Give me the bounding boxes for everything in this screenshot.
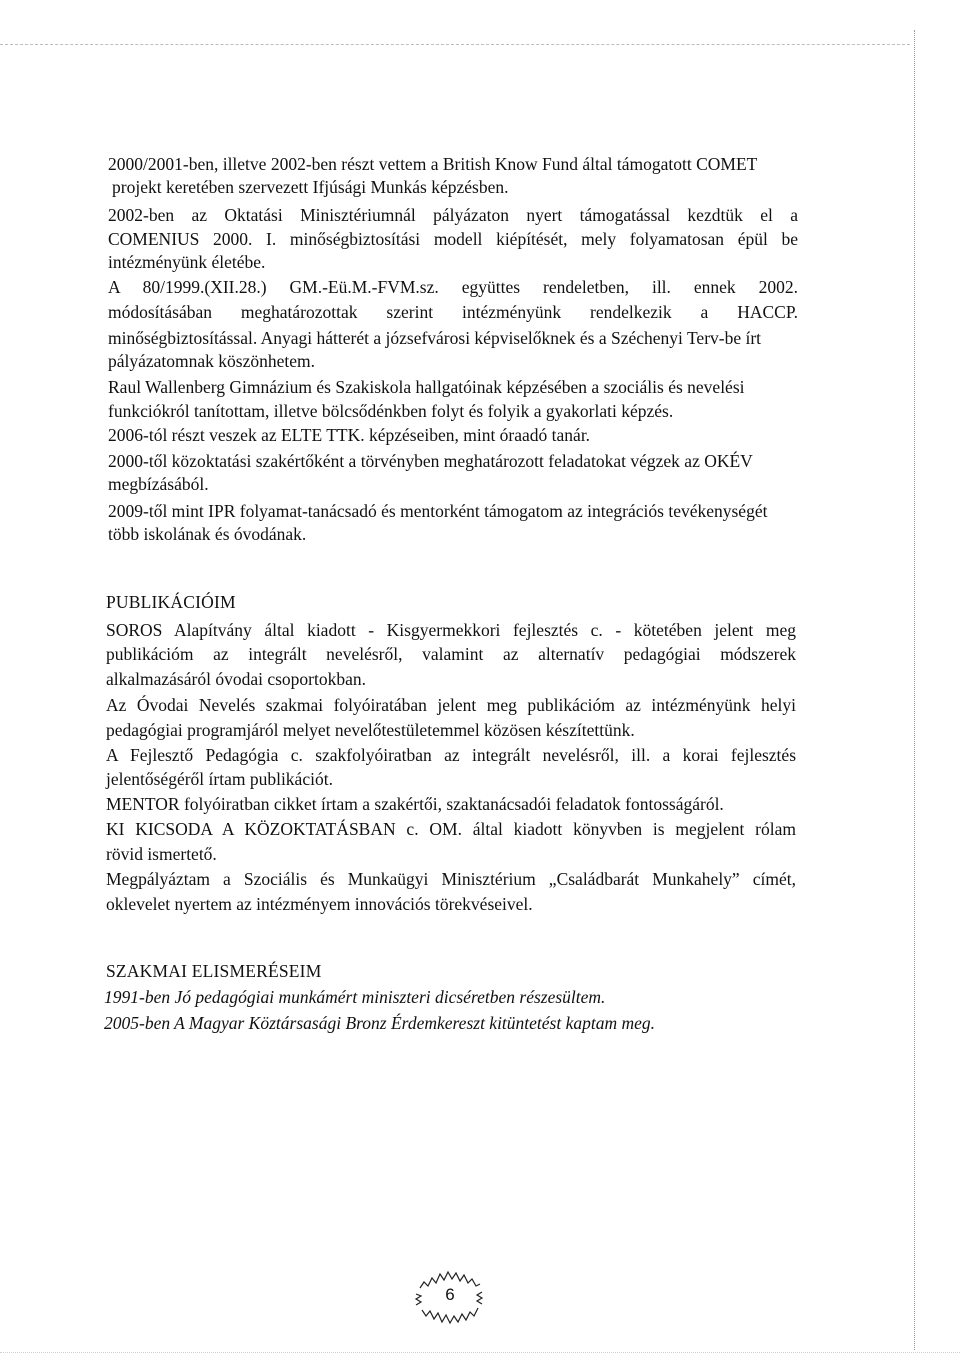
publication-line: oklevelet nyertem az intézményem innovációs törekvéseivel. bbox=[106, 894, 533, 914]
body-line: módosításában meghatározottak szerint intézményünk rendelkezik a HACCP. bbox=[108, 302, 798, 322]
publication-line: MENTOR folyóiratban cikket írtam a szakértői, szaktanácsadói feladatok fontosságáról. bbox=[106, 794, 724, 814]
page-number-badge bbox=[410, 1258, 490, 1338]
publications-heading: PUBLIKÁCIÓIM bbox=[106, 592, 236, 612]
body-line: megbízásából. bbox=[108, 474, 209, 494]
publication-line: Az Óvodai Nevelés szakmai folyóiratában jelent meg publikációm az intézményünk helyi bbox=[106, 695, 796, 715]
publication-line: alkalmazásáról óvodai csoportokban. bbox=[106, 669, 366, 689]
body-line: Raul Wallenberg Gimnázium és Szakiskola hallgatóinak képzésében a szociális és nevelési bbox=[108, 377, 745, 397]
publication-line: SOROS Alapítvány által kiadott - Kisgyermekkori fejlesztés c. - kötetében jelent meg bbox=[106, 620, 796, 640]
body-line: pályázatomnak köszönhetem. bbox=[108, 351, 316, 371]
publication-line: jelentőségéről írtam publikációt. bbox=[106, 769, 333, 789]
award-line: 2005-ben A Magyar Köztársasági Bronz Érdemkereszt kitüntetést kaptam meg. bbox=[104, 1013, 656, 1033]
page-number: 6 bbox=[445, 1285, 455, 1304]
body-line: A 80/1999.(XII.28.) GM.-Eü.M.-FVM.sz. együttes rendeletben, ill. ennek 2002. bbox=[108, 277, 798, 297]
publication-line: A Fejlesztő Pedagógia c. szakfolyóiratban az integrált nevelésről, ill. a korai fejlesztés bbox=[106, 745, 796, 765]
body-line: több iskolának és óvodának. bbox=[108, 524, 307, 544]
body-line: 2000/2001-ben, illetve 2002-ben részt vettem a British Know Fund által támogatott COMET bbox=[108, 154, 758, 174]
awards-heading: SZAKMAI ELISMERÉSEIM bbox=[106, 961, 322, 981]
scan-bottom-edge bbox=[0, 1352, 960, 1353]
body-line: 2002-ben az Oktatási Minisztériumnál pályázaton nyert támogatással kezdtük el a bbox=[108, 205, 798, 225]
body-line: 2000-től közoktatási szakértőként a törvényben meghatározott feladatokat végzek az OKÉV bbox=[108, 451, 753, 471]
publication-line: Megpályáztam a Szociális és Munkaügyi Minisztérium „Családbarát Munkahely” címét, bbox=[106, 869, 796, 889]
body-line: projekt keretében szervezett Ifjúsági Munkás képzésben. bbox=[112, 177, 509, 197]
body-line: funkciókról tanítottam, illetve bölcsődénkben folyt és folyik a gyakorlati képzés. bbox=[108, 401, 674, 421]
publication-line: publikációm az integrált nevelésről, valamint az alternatív pedagógiai módszerek bbox=[106, 644, 796, 664]
body-line: 2006-tól részt veszek az ELTE TTK. képzéseiben, mint óraadó tanár. bbox=[108, 425, 591, 445]
publication-line: pedagógiai programjáról melyet nevelőtestületemmel közösen készítettünk. bbox=[106, 720, 635, 740]
body-line: intézményünk életébe. bbox=[108, 252, 266, 272]
body-line: COMENIUS 2000. I. minőségbiztosítási modell kiépítését, mely folyamatosan épül be bbox=[108, 229, 798, 249]
publication-line: KI KICSODA A KÖZOKTATÁSBAN c. OM. által kiadott könyvben is megjelent rólam bbox=[106, 819, 796, 839]
publication-line: rövid ismertető. bbox=[106, 844, 217, 864]
body-line: 2009-től mint IPR folyamat-tanácsadó és mentorként támogatom az integrációs tevékenységét bbox=[108, 501, 768, 521]
award-line: 1991-ben Jó pedagógiai munkámért miniszteri dicséretben részesültem. bbox=[104, 987, 606, 1007]
scan-right-edge bbox=[914, 30, 915, 1350]
scan-top-edge bbox=[0, 44, 910, 45]
body-line: minőségbiztosítással. Anyagi hátterét a józsefvárosi képviselőknek és a Széchenyi Terv-be írt bbox=[108, 328, 762, 348]
